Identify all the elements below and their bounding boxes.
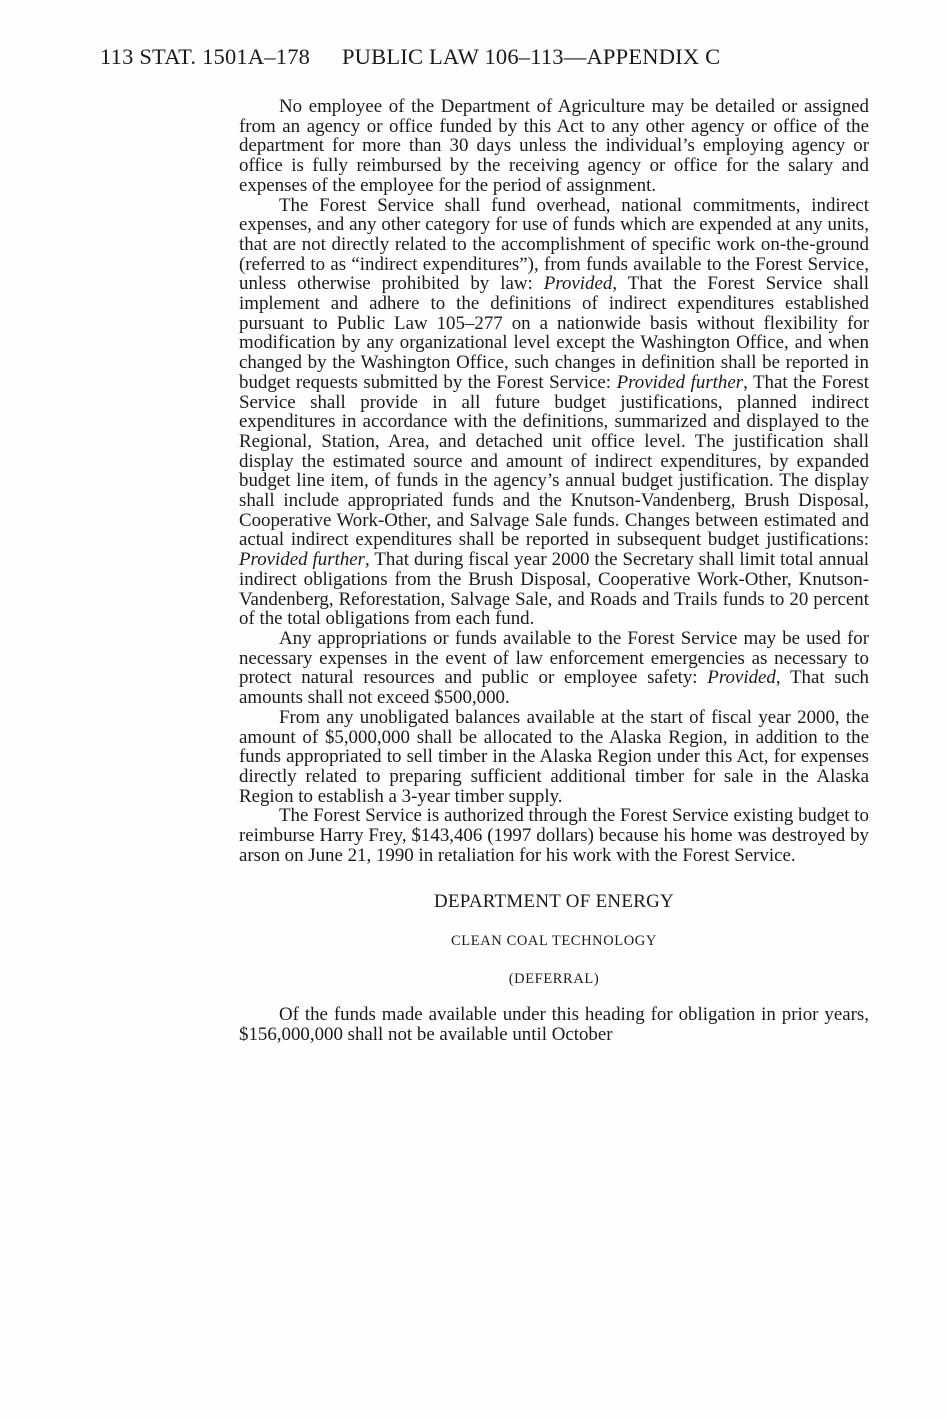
paragraph-text: The Forest Service shall fund overhead, national commitments, indirect expenses, and any other category for use of funds which are expended at any units, that are not directly related to the accomplishment of specific work on-the-ground (referred to as “indirect expenditures”), from funds available to the Forest Service, unless otherwise prohibited by law: bbox=[239, 194, 869, 295]
deferral-subheading: (DEFERRAL) bbox=[508, 971, 600, 988]
agency-heading: DEPARTMENT OF ENERGY bbox=[434, 891, 674, 913]
paragraph-text: No employee of the Department of Agriculture may be detailed or assigned from an agency or office funded by this Act to any other agency or office of the department for more than 30 days unless the individual’s employing agency or office is fully reimbursed by the receiving agency or office for the salary and expenses of the employee for the period of assignment. bbox=[239, 96, 869, 196]
paragraph-text: From any unobligated balances available at the start of fiscal year 2000, the amount of $5,000,000 shall be allocated to the Alaska Region, in addition to the funds appropriated to sell timber in the Alaska Region under this Act, for expenses directly related to preparing sufficient additional timber for sale in the Alaska Region to establish a 3-year timber supply. bbox=[239, 706, 869, 807]
account-heading: CLEAN COAL TECHNOLOGY bbox=[451, 933, 657, 950]
body-text bbox=[239, 97, 869, 1045]
paragraph: Of the funds made available under this heading for obligation in prior years, $156,000,000 shall not be available until October bbox=[239, 1004, 869, 1046]
paragraph-text: Any appropriations or funds available to the Forest Service may be used for necessary expenses in the event of law enforcement emergencies as necessary to protect natural resources and public or employee safety: bbox=[239, 627, 869, 689]
paragraph bbox=[239, 629, 869, 708]
paragraph bbox=[239, 196, 869, 629]
statute-citation: 113 STAT. 1501A–178 bbox=[100, 44, 311, 69]
proviso-term: Provided further bbox=[616, 371, 744, 393]
paragraph bbox=[239, 708, 869, 807]
paragraph-list bbox=[239, 97, 869, 865]
paragraph bbox=[239, 97, 869, 196]
paragraph-text: , That such amounts shall not exceed $500,000. bbox=[239, 667, 869, 709]
paragraph bbox=[239, 806, 869, 865]
proviso-term: Provided bbox=[543, 273, 613, 295]
proviso-term: Provided bbox=[707, 667, 776, 689]
law-title: PUBLIC LAW 106–113—APPENDIX C bbox=[341, 44, 721, 69]
proviso-term: Provided further bbox=[239, 549, 365, 571]
paragraph-text: , That during fiscal year 2000 the Secretary shall limit total annual indirect obligations from the Brush Disposal, Cooperative Work-Other, Knutson-Vandenberg, Reforestation, Salvage Sale, and Roads and Trails funds to 20 percent of the total obligations from each fund. bbox=[239, 549, 869, 630]
paragraph-text: , That the Forest Service shall implement and adhere to the definitions of indirect expenditures established pursuant to Public Law 105–277 on a nationwide basis without flexibility for modification by any organizational level except the Washington Office, and when changed by the Washington Office, such changes in definition shall be reported in budget requests submitted by the Forest Service: bbox=[239, 273, 869, 393]
paragraph-text: , That the Forest Service shall provide in all future budget justifications, planned indirect expenditures in accordance with the definitions, summarized and displayed to the Regional, Station, Area, and detached unit office level. The justification shall display the estimated source and amount of indirect expenditures, by expanded budget line item, of funds in the agency’s annual budget justification. The display shall include appropriated funds and the Knutson-Vandenberg, Brush Disposal, Cooperative Work-Other, and Salvage Sale funds. Changes between estimated and actual indirect expenditures shall be reported in subsequent budget justifications: bbox=[239, 371, 869, 551]
running-header bbox=[100, 44, 720, 70]
paragraph-text: The Forest Service is authorized through the Forest Service existing budget to reimburse Harry Frey, $143,406 (1997 dollars) because his home was destroyed by arson on June 21, 1990 in retaliation for his work with the Forest Service. bbox=[239, 805, 869, 866]
